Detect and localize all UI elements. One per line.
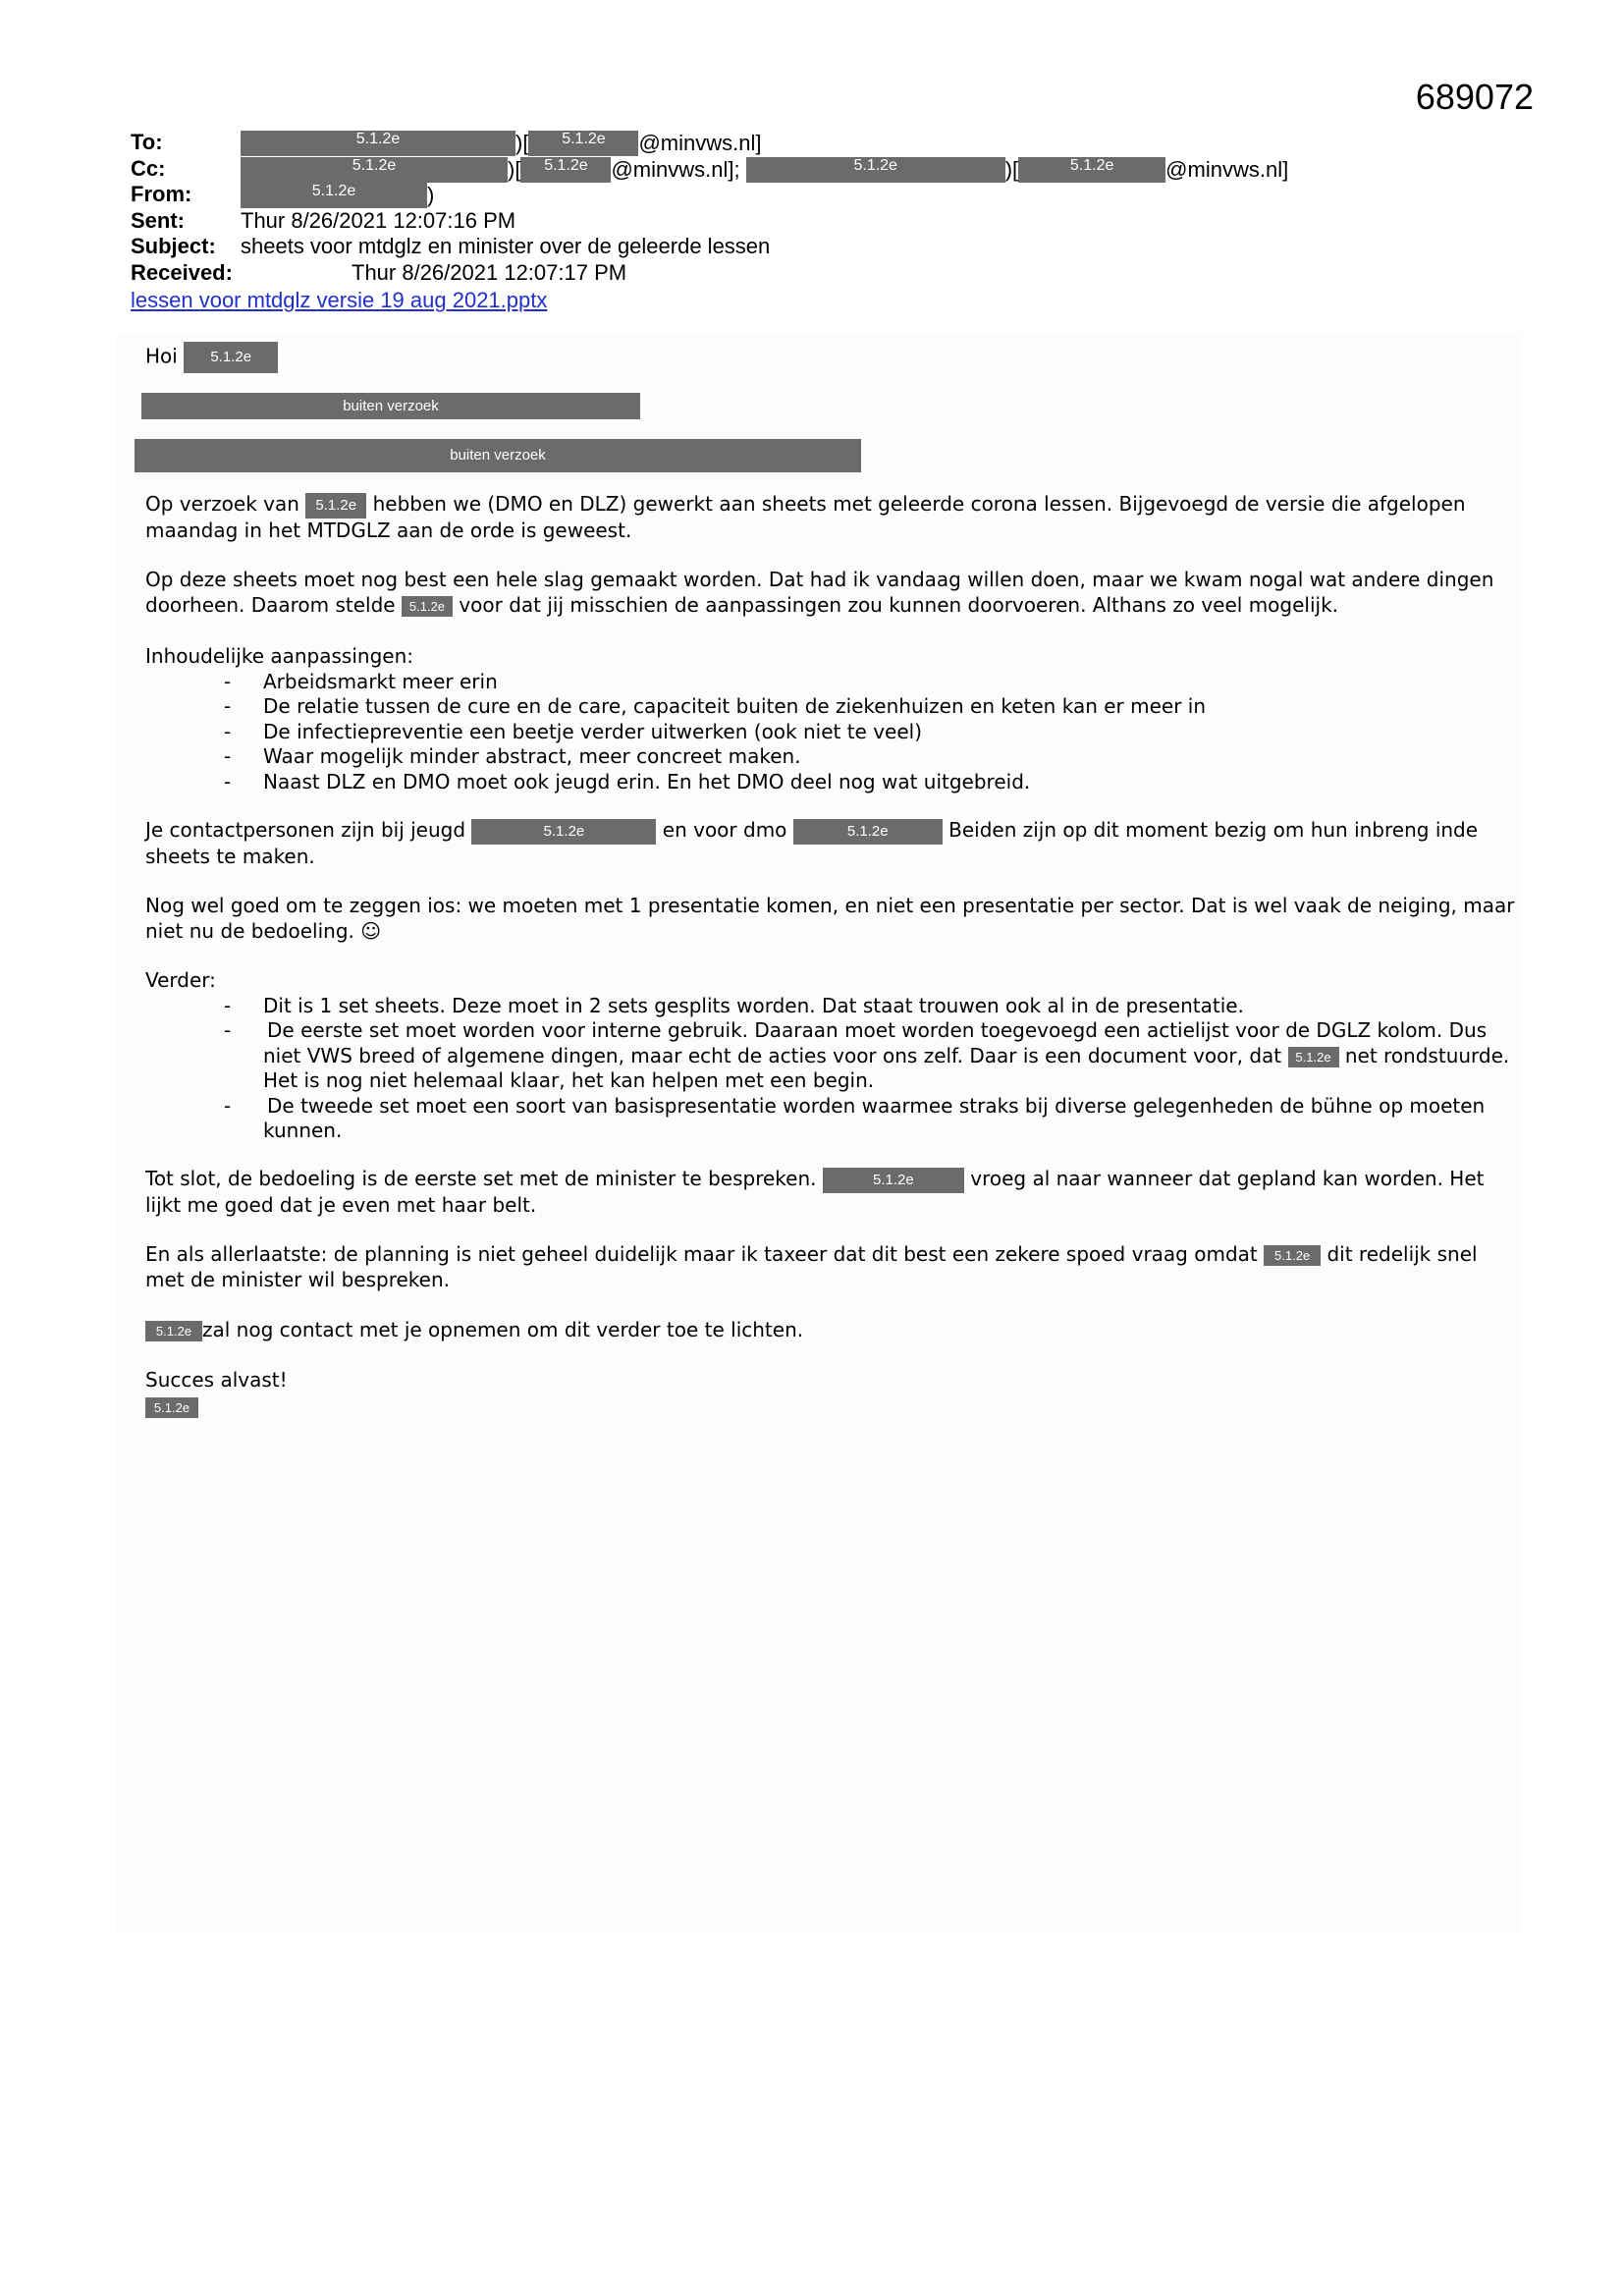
- signature: [145, 1394, 1520, 1420]
- attachment-link[interactable]: lessen voor mtdglz versie 19 aug 2021.pptx: [131, 288, 548, 312]
- email-domain: @minvws.nl]: [638, 130, 762, 155]
- redaction: 5.1.2e: [520, 157, 611, 183]
- list-item: - De infectiepreventie een beetje verder uitwerken (ook niet te veel): [224, 719, 923, 743]
- redaction: 5.1.2e: [184, 342, 278, 373]
- further-heading: Verder:: [145, 968, 216, 992]
- greeting-line: [145, 342, 1520, 373]
- redaction: 5.1.2e: [241, 183, 427, 208]
- redaction: 5.1.2e: [241, 157, 508, 183]
- paragraph-planning: En als allerlaatste: de planning is niet geheel duidelijk maar ik taxeer dat dit best een zekere spoed vraag omdat 5.1.2e dit redelijk snel met de minister wil bespreken.: [145, 1242, 1478, 1291]
- list-item: - Dit is 1 set sheets. Deze moet in 2 sets gesplits worden. Dat staat trouwen ook al in de presentatie.: [224, 993, 1244, 1017]
- redaction: 5.1.2e: [1264, 1245, 1321, 1266]
- received-row: [131, 260, 1505, 287]
- redaction: 5.1.2e: [528, 131, 638, 156]
- redaction: 5.1.2e: [402, 596, 453, 617]
- list-item: - De eerste set moet worden voor interne gebruik. Daaraan moet worden toegevoegd een actielijst voor de DGLZ kolom. Dus niet VWS breed of algemene dingen, maar echt de acties voor ons zelf. Daar is een document voor, dat 5.1.2e net rondstuurde. Het is nog niet helemaal klaar, het kan helpen met een begin.: [224, 1018, 1510, 1092]
- redaction: 5.1.2e: [1018, 157, 1165, 183]
- received-label: Received:: [131, 259, 233, 285]
- redaction: 5.1.2e: [305, 493, 366, 519]
- further-list: [145, 994, 1520, 1144]
- redaction: 5.1.2e: [793, 819, 943, 845]
- from-label: From:: [131, 182, 192, 206]
- list-item: - De relatie tussen de cure en de care, capaciteit buiten de ziekenhuizen en keten kan er meer in: [224, 694, 1207, 718]
- paren-bracket: )[: [1004, 156, 1019, 182]
- paragraph-minister: Tot slot, de bedoeling is de eerste set met de minister te bespreken. 5.1.2e vroeg al naar wanneer dat gepland kan worden. Het lijkt me goed dat je even met haar belt.: [145, 1167, 1485, 1217]
- subject-row: [131, 234, 1505, 260]
- redaction: 5.1.2e: [145, 1397, 198, 1418]
- closing: Succes alvast!: [145, 1368, 288, 1392]
- email-domain: @minvws.nl]: [1165, 156, 1289, 182]
- redaction: 5.1.2e: [145, 1321, 202, 1341]
- redaction: 5.1.2e: [241, 131, 515, 156]
- redaction: 5.1.2e: [1288, 1047, 1339, 1067]
- subject-label: Subject:: [131, 234, 216, 258]
- list-item: - Naast DLZ en DMO moet ook jeugd erin. En het DMO deel nog wat uitgebreid.: [224, 769, 1031, 793]
- list-item: - Waar mogelijk minder abstract, meer concreet maken.: [224, 744, 801, 768]
- email-domain: @minvws.nl];: [611, 156, 740, 182]
- subject-value: sheets voor mtdglz en minister over de geleerde lessen: [241, 234, 771, 258]
- content-changes: [145, 644, 1520, 794]
- paragraph-contact: 5.1.2e zal nog contact met je opnemen om dit verder toe te lichten.: [145, 1318, 1520, 1343]
- email-header: [131, 130, 1505, 286]
- paren-bracket: )[: [508, 156, 521, 182]
- paragraph-slides: Op deze sheets moet nog best een hele slag gemaakt worden. Dat had ik vandaag willen doen, maar we kwam nogal wat andere dingen doorheen. Daarom stelde 5.1.2e voor dat jij misschien de aanpassingen zou kunnen doorvoeren. Althans zo veel mogelijk.: [145, 568, 1494, 617]
- sent-value: Thur 8/26/2021 12:07:16 PM: [241, 207, 516, 233]
- document-number: 689072: [1415, 77, 1534, 117]
- cc-row: [131, 156, 1505, 183]
- to-row: [131, 130, 1505, 156]
- sent-row: [131, 208, 1505, 235]
- further-section: [145, 968, 1520, 1144]
- greeting: Hoi: [145, 344, 178, 368]
- list-item: - Arbeidsmarkt meer erin: [224, 669, 498, 693]
- paren-bracket: )[: [515, 130, 529, 155]
- changes-list: [145, 670, 1520, 795]
- redaction-band: buiten verzoek: [141, 393, 640, 419]
- paragraph-contacts: Je contactpersonen zijn bij jeugd 5.1.2e en voor dmo 5.1.2e Beiden zijn op dit moment bezig om hun inbreng inde sheets te maken.: [145, 818, 1479, 868]
- paragraph-presentation: Nog wel goed om te zeggen ios: we moeten met 1 presentatie komen, en niet een presentatie per sector. Dat is wel vaak de neiging, maar niet nu de bedoeling. ☺: [145, 894, 1515, 943]
- close-paren: ): [427, 182, 435, 207]
- redaction: 5.1.2e: [746, 157, 1005, 183]
- email-body: [116, 332, 1522, 1933]
- redaction: 5.1.2e: [823, 1168, 964, 1193]
- paragraph-request: Op verzoek van 5.1.2e hebben we (DMO en DLZ) gewerkt aan sheets met geleerde corona lessen. Bijgevoegd de versie die afgelopen maandag in het MTDGLZ aan de orde is geweest.: [145, 492, 1466, 542]
- redaction-band: buiten verzoek: [135, 439, 861, 472]
- from-row: [131, 182, 1505, 208]
- list-item: - De tweede set moet een soort van basispresentatie worden waarmee straks bij diverse gelegenheden de bühne op moeten kunnen.: [224, 1093, 1486, 1142]
- to-label: To:: [131, 130, 163, 154]
- cc-label: Cc:: [131, 155, 166, 181]
- received-value: Thur 8/26/2021 12:07:17 PM: [352, 259, 627, 285]
- redaction: 5.1.2e: [471, 819, 656, 845]
- content-changes-heading: Inhoudelijke aanpassingen:: [145, 644, 413, 668]
- sent-label: Sent:: [131, 207, 185, 233]
